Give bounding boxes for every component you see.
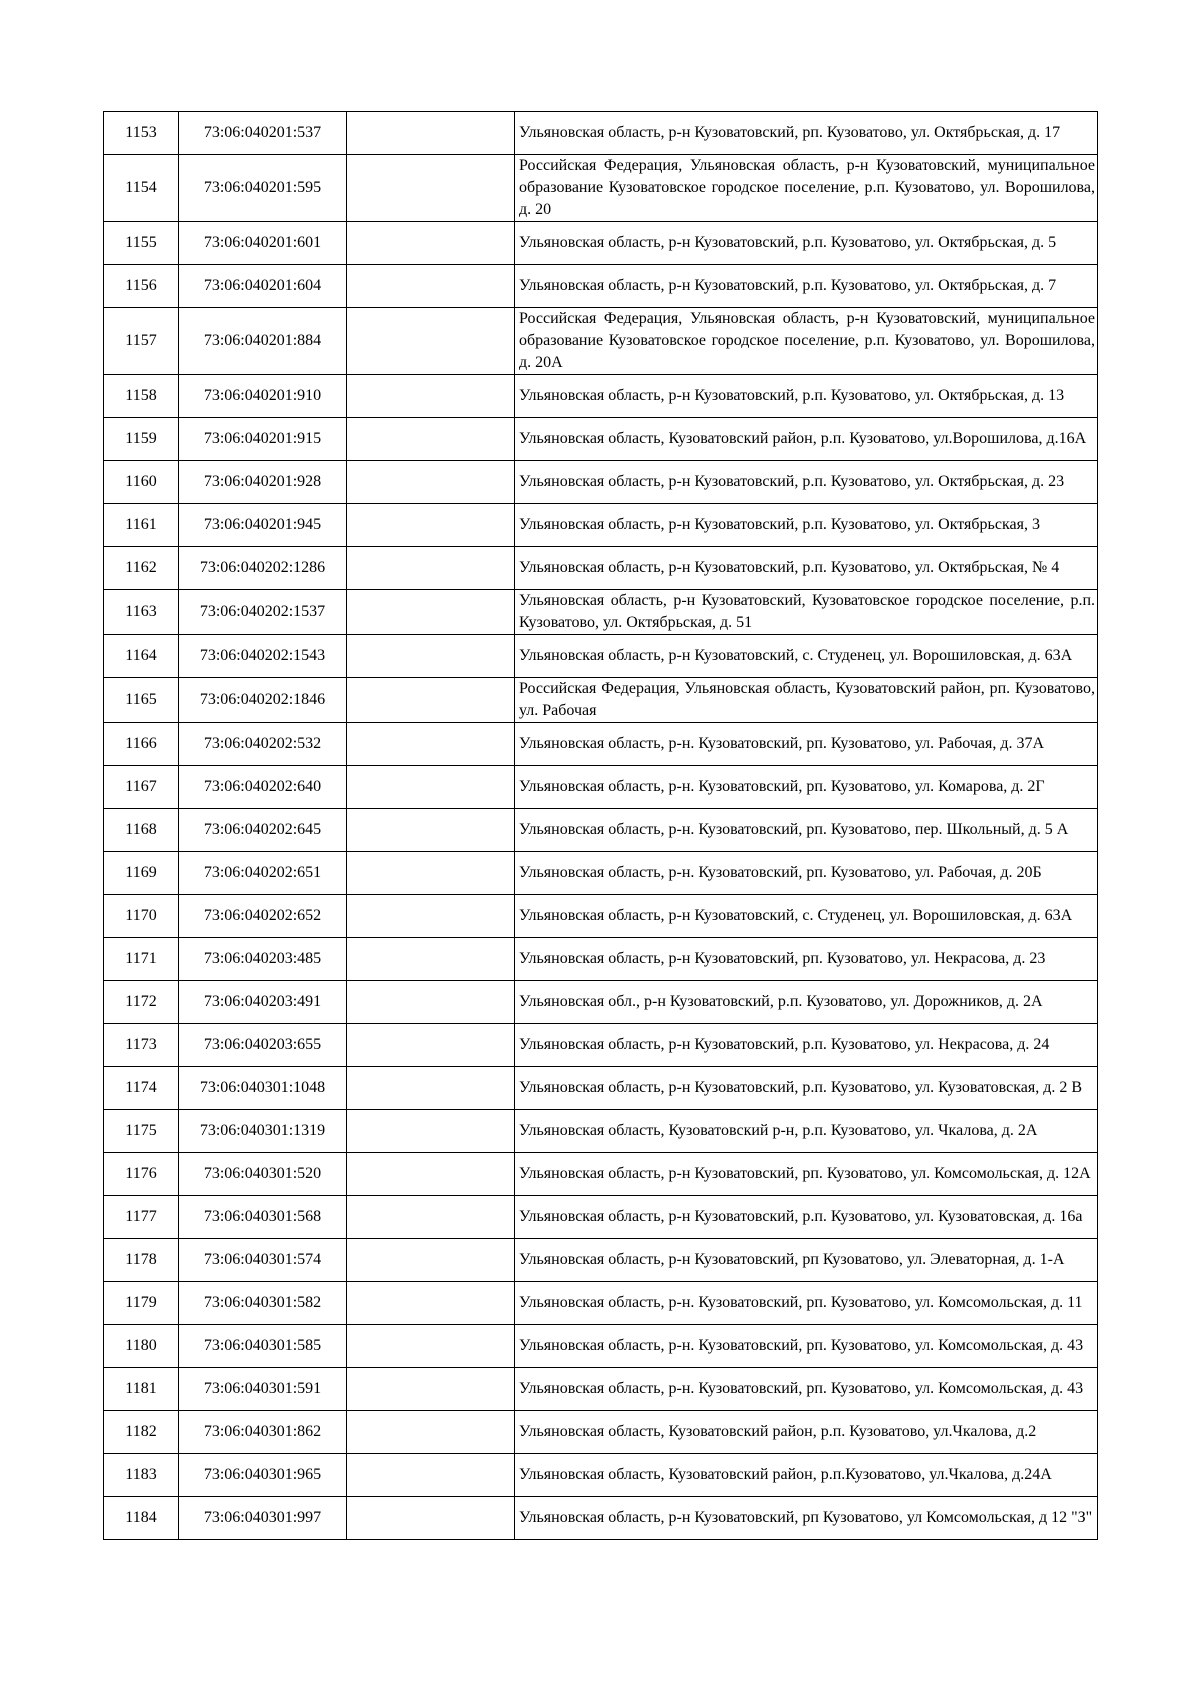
cadastral-number-cell: 73:06:040201:601: [179, 222, 347, 265]
row-number-cell: 1164: [104, 635, 179, 678]
cadastral-number-cell: 73:06:040203:655: [179, 1024, 347, 1067]
cadastral-number-cell: 73:06:040201:915: [179, 418, 347, 461]
address-cell: Ульяновская область, р-н. Кузоватовский, рп. Кузоватово, ул. Рабочая, д. 20Б: [515, 852, 1098, 895]
row-number-cell: 1169: [104, 852, 179, 895]
cadastral-number-cell: 73:06:040301:862: [179, 1411, 347, 1454]
empty-cell: [347, 723, 515, 766]
table-row: [104, 1497, 1098, 1540]
address-cell: Ульяновская область, р-н Кузоватовский, рп Кузоватово, ул. Элеваторная, д. 1-А: [515, 1239, 1098, 1282]
empty-cell: [347, 112, 515, 155]
address-cell: Ульяновская область, р-н. Кузоватовский, рп. Кузоватово, ул. Комсомольская, д. 43: [515, 1368, 1098, 1411]
cadastral-number-cell: 73:06:040202:640: [179, 766, 347, 809]
row-number-cell: 1179: [104, 1282, 179, 1325]
cadastral-number-cell: 73:06:040203:491: [179, 981, 347, 1024]
cadastral-number-cell: 73:06:040201:884: [179, 308, 347, 375]
row-number-cell: 1162: [104, 547, 179, 590]
empty-cell: [347, 1368, 515, 1411]
table-row: [104, 766, 1098, 809]
address-cell: Ульяновская область, р-н Кузоватовский, рп Кузоватово, ул Комсомольская, д 12 "З": [515, 1497, 1098, 1540]
empty-cell: [347, 1497, 515, 1540]
empty-cell: [347, 809, 515, 852]
row-number-cell: 1167: [104, 766, 179, 809]
table-row: [104, 590, 1098, 635]
empty-cell: [347, 1153, 515, 1196]
address-cell: Ульяновская область, р-н Кузоватовский, р.п. Кузоватово, ул. Октябрьская, № 4: [515, 547, 1098, 590]
row-number-cell: 1182: [104, 1411, 179, 1454]
cadastral-number-cell: 73:06:040202:532: [179, 723, 347, 766]
address-cell: Ульяновская область, р-н Кузоватовский, р.п. Кузоватово, ул. Кузоватовская, д. 16а: [515, 1196, 1098, 1239]
address-cell: Ульяновская область, р-н. Кузоватовский, рп. Кузоватово, ул. Комсомольская, д. 11: [515, 1282, 1098, 1325]
cadastral-number-cell: 73:06:040301:568: [179, 1196, 347, 1239]
cadastral-number-cell: 73:06:040301:520: [179, 1153, 347, 1196]
row-number-cell: 1161: [104, 504, 179, 547]
row-number-cell: 1180: [104, 1325, 179, 1368]
cadastral-number-cell: 73:06:040301:582: [179, 1282, 347, 1325]
empty-cell: [347, 590, 515, 635]
table-row: [104, 1196, 1098, 1239]
address-cell: Ульяновская область, р-н Кузоватовский, р.п. Кузоватово, ул. Октябрьская, д. 5: [515, 222, 1098, 265]
address-cell: Ульяновская область, р-н. Кузоватовский, рп. Кузоватово, ул. Комарова, д. 2Г: [515, 766, 1098, 809]
empty-cell: [347, 504, 515, 547]
row-number-cell: 1171: [104, 938, 179, 981]
table-row: [104, 547, 1098, 590]
row-number-cell: 1163: [104, 590, 179, 635]
table-row: [104, 1067, 1098, 1110]
empty-cell: [347, 265, 515, 308]
cadastral-number-cell: 73:06:040202:1543: [179, 635, 347, 678]
address-cell: Ульяновская область, Кузоватовский район, р.п. Кузоватово, ул.Чкалова, д.2: [515, 1411, 1098, 1454]
cadastral-number-cell: 73:06:040301:574: [179, 1239, 347, 1282]
address-cell: Ульяновская область, р-н Кузоватовский, р.п. Кузоватово, ул. Октябрьская, д. 7: [515, 265, 1098, 308]
cadastral-number-cell: 73:06:040201:928: [179, 461, 347, 504]
row-number-cell: 1181: [104, 1368, 179, 1411]
empty-cell: [347, 938, 515, 981]
address-cell: Ульяновская область, р-н Кузоватовский, р.п. Кузоватово, ул. Октябрьская, д. 23: [515, 461, 1098, 504]
empty-cell: [347, 1110, 515, 1153]
row-number-cell: 1175: [104, 1110, 179, 1153]
empty-cell: [347, 375, 515, 418]
address-cell: Ульяновская область, р-н. Кузоватовский, рп. Кузоватово, пер. Школьный, д. 5 А: [515, 809, 1098, 852]
property-table: [103, 111, 1098, 1540]
empty-cell: [347, 1239, 515, 1282]
cadastral-number-cell: 73:06:040301:585: [179, 1325, 347, 1368]
table-row: [104, 723, 1098, 766]
row-number-cell: 1158: [104, 375, 179, 418]
empty-cell: [347, 981, 515, 1024]
table-row: [104, 375, 1098, 418]
empty-cell: [347, 635, 515, 678]
cadastral-number-cell: 73:06:040201:604: [179, 265, 347, 308]
table-row: [104, 1454, 1098, 1497]
cadastral-number-cell: 73:06:040203:485: [179, 938, 347, 981]
row-number-cell: 1166: [104, 723, 179, 766]
row-number-cell: 1168: [104, 809, 179, 852]
row-number-cell: 1154: [104, 155, 179, 222]
table-row: [104, 1110, 1098, 1153]
property-table-body: [104, 112, 1098, 1540]
cadastral-number-cell: 73:06:040301:1048: [179, 1067, 347, 1110]
row-number-cell: 1178: [104, 1239, 179, 1282]
row-number-cell: 1173: [104, 1024, 179, 1067]
table-row: [104, 678, 1098, 723]
address-cell: Российская Федерация, Ульяновская область, р-н Кузоватовский, муниципальное образование Кузоватовское городское поселение, р.п. Кузоватово, ул. Ворошилова, д. 20: [515, 155, 1098, 222]
table-row: [104, 809, 1098, 852]
empty-cell: [347, 1067, 515, 1110]
row-number-cell: 1159: [104, 418, 179, 461]
row-number-cell: 1156: [104, 265, 179, 308]
row-number-cell: 1176: [104, 1153, 179, 1196]
cadastral-number-cell: 73:06:040301:997: [179, 1497, 347, 1540]
address-cell: Ульяновская область, Кузоватовский р-н, р.п. Кузоватово, ул. Чкалова, д. 2А: [515, 1110, 1098, 1153]
table-row: [104, 1282, 1098, 1325]
empty-cell: [347, 766, 515, 809]
row-number-cell: 1155: [104, 222, 179, 265]
address-cell: Российская Федерация, Ульяновская область, р-н Кузоватовский, муниципальное образование Кузоватовское городское поселение, р.п. Кузоватово, ул. Ворошилова, д. 20А: [515, 308, 1098, 375]
row-number-cell: 1153: [104, 112, 179, 155]
address-cell: Ульяновская область, р-н Кузоватовский, с. Студенец, ул. Ворошиловская, д. 63А: [515, 895, 1098, 938]
row-number-cell: 1170: [104, 895, 179, 938]
cadastral-number-cell: 73:06:040301:965: [179, 1454, 347, 1497]
empty-cell: [347, 1282, 515, 1325]
address-cell: Ульяновская область, р-н. Кузоватовский, рп. Кузоватово, ул. Рабочая, д. 37А: [515, 723, 1098, 766]
table-row: [104, 1325, 1098, 1368]
cadastral-number-cell: 73:06:040201:537: [179, 112, 347, 155]
address-cell: Ульяновская область, р-н Кузоватовский, р.п. Кузоватово, ул. Октябрьская, 3: [515, 504, 1098, 547]
empty-cell: [347, 1411, 515, 1454]
address-cell: Ульяновская область, р-н Кузоватовский, р.п. Кузоватово, ул. Октябрьская, д. 13: [515, 375, 1098, 418]
address-cell: Ульяновская обл., р-н Кузоватовский, р.п. Кузоватово, ул. Дорожников, д. 2А: [515, 981, 1098, 1024]
empty-cell: [347, 547, 515, 590]
table-row: [104, 504, 1098, 547]
cadastral-number-cell: 73:06:040202:651: [179, 852, 347, 895]
cadastral-number-cell: 73:06:040301:591: [179, 1368, 347, 1411]
table-row: [104, 981, 1098, 1024]
empty-cell: [347, 418, 515, 461]
row-number-cell: 1165: [104, 678, 179, 723]
empty-cell: [347, 155, 515, 222]
cadastral-number-cell: 73:06:040201:910: [179, 375, 347, 418]
empty-cell: [347, 895, 515, 938]
table-row: [104, 1024, 1098, 1067]
address-cell: Ульяновская область, р-н Кузоватовский, Кузоватовское городское поселение, р.п. Кузоватово, ул. Октябрьская, д. 51: [515, 590, 1098, 635]
row-number-cell: 1184: [104, 1497, 179, 1540]
table-row: [104, 1153, 1098, 1196]
empty-cell: [347, 1196, 515, 1239]
cadastral-number-cell: 73:06:040202:1286: [179, 547, 347, 590]
empty-cell: [347, 222, 515, 265]
empty-cell: [347, 1024, 515, 1067]
table-row: [104, 1239, 1098, 1282]
cadastral-number-cell: 73:06:040202:1537: [179, 590, 347, 635]
cadastral-number-cell: 73:06:040201:595: [179, 155, 347, 222]
row-number-cell: 1160: [104, 461, 179, 504]
address-cell: Ульяновская область, Кузоватовский район, р.п. Кузоватово, ул.Ворошилова, д.16А: [515, 418, 1098, 461]
table-row: [104, 938, 1098, 981]
address-cell: Ульяновская область, р-н Кузоватовский, с. Студенец, ул. Ворошиловская, д. 63А: [515, 635, 1098, 678]
empty-cell: [347, 678, 515, 723]
table-row: [104, 418, 1098, 461]
table-row: [104, 635, 1098, 678]
empty-cell: [347, 461, 515, 504]
cadastral-number-cell: 73:06:040301:1319: [179, 1110, 347, 1153]
table-row: [104, 112, 1098, 155]
cadastral-number-cell: 73:06:040201:945: [179, 504, 347, 547]
cadastral-number-cell: 73:06:040202:1846: [179, 678, 347, 723]
row-number-cell: 1172: [104, 981, 179, 1024]
address-cell: Ульяновская область, р-н Кузоватовский, рп. Кузоватово, ул. Октябрьская, д. 17: [515, 112, 1098, 155]
address-cell: Ульяновская область, Кузоватовский район, р.п.Кузоватово, ул.Чкалова, д.24А: [515, 1454, 1098, 1497]
cadastral-number-cell: 73:06:040202:645: [179, 809, 347, 852]
empty-cell: [347, 1454, 515, 1497]
empty-cell: [347, 308, 515, 375]
row-number-cell: 1157: [104, 308, 179, 375]
row-number-cell: 1177: [104, 1196, 179, 1239]
table-row: [104, 895, 1098, 938]
row-number-cell: 1183: [104, 1454, 179, 1497]
table-row: [104, 222, 1098, 265]
address-cell: Ульяновская область, р-н Кузоватовский, р.п. Кузоватово, ул. Кузоватовская, д. 2 В: [515, 1067, 1098, 1110]
address-cell: Российская Федерация, Ульяновская область, Кузоватовский район, рп. Кузоватово, ул. Рабочая: [515, 678, 1098, 723]
table-row: [104, 1411, 1098, 1454]
address-cell: Ульяновская область, р-н. Кузоватовский, рп. Кузоватово, ул. Комсомольская, д. 43: [515, 1325, 1098, 1368]
address-cell: Ульяновская область, р-н Кузоватовский, р.п. Кузоватово, ул. Некрасова, д. 24: [515, 1024, 1098, 1067]
cadastral-number-cell: 73:06:040202:652: [179, 895, 347, 938]
table-row: [104, 265, 1098, 308]
table-row: [104, 155, 1098, 222]
table-row: [104, 852, 1098, 895]
row-number-cell: 1174: [104, 1067, 179, 1110]
address-cell: Ульяновская область, р-н Кузоватовский, рп. Кузоватово, ул. Некрасова, д. 23: [515, 938, 1098, 981]
address-cell: Ульяновская область, р-н Кузоватовский, рп. Кузоватово, ул. Комсомольская, д. 12А: [515, 1153, 1098, 1196]
empty-cell: [347, 1325, 515, 1368]
empty-cell: [347, 852, 515, 895]
table-row: [104, 308, 1098, 375]
table-row: [104, 461, 1098, 504]
table-row: [104, 1368, 1098, 1411]
